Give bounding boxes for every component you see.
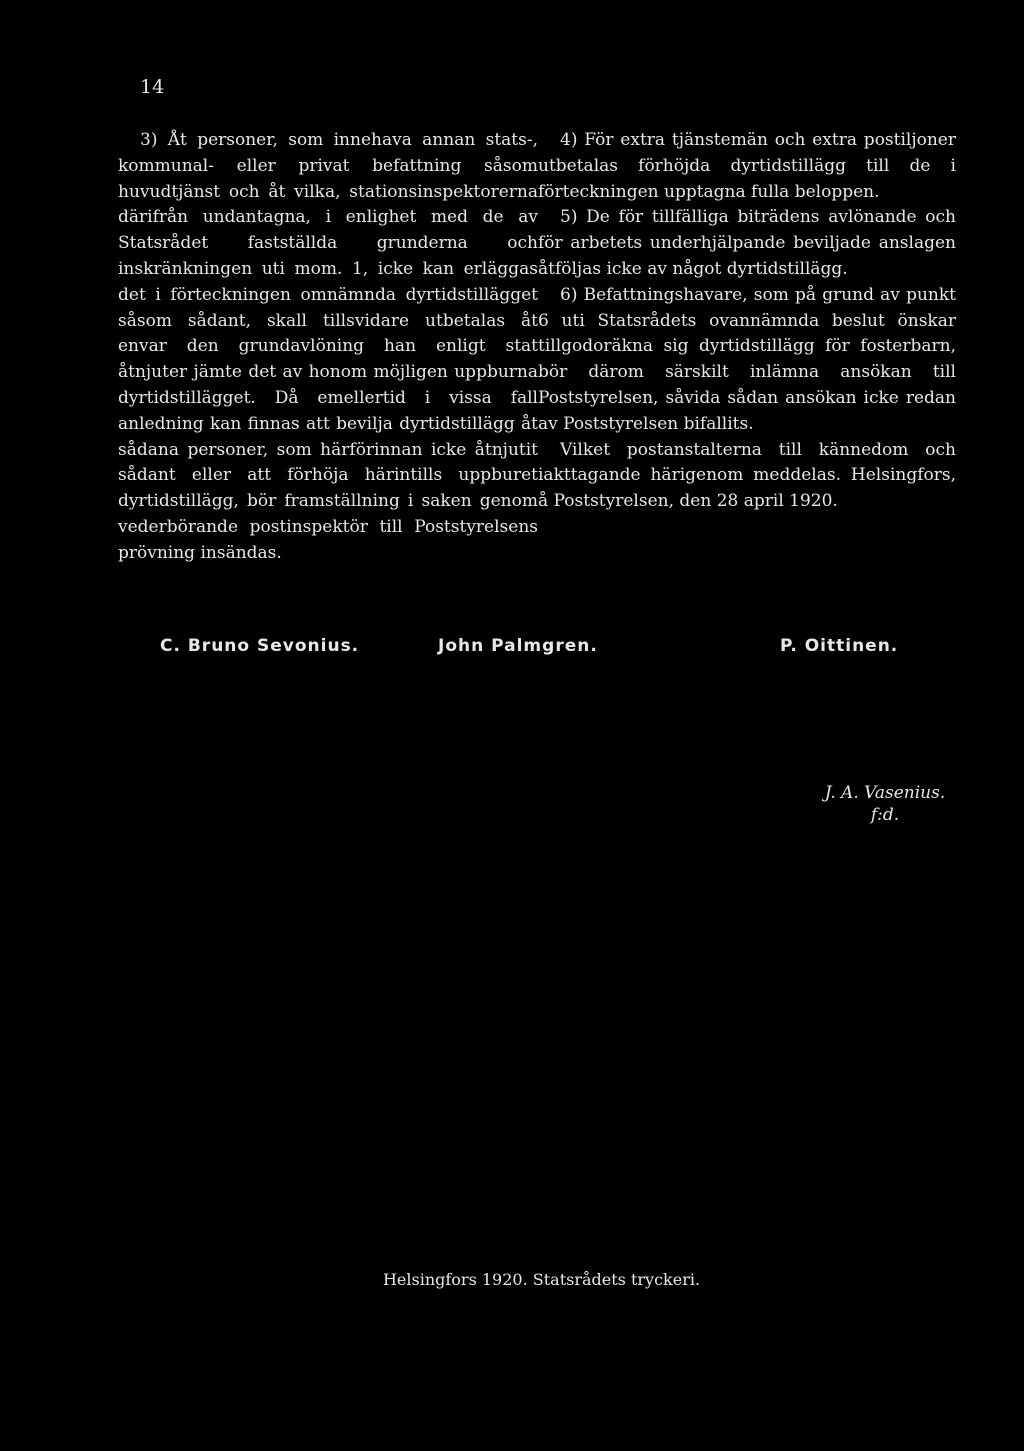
printer-footer: Helsingfors 1920. Statsrådets tryckeri. [382, 1270, 701, 1289]
countersign-name: J. A. Vasenius. [824, 783, 946, 803]
signature-oittinen: P. Oittinen. [780, 636, 899, 656]
page-number: 14 [140, 76, 165, 98]
left-column [118, 128, 538, 567]
right-column [538, 128, 956, 515]
countersignature [810, 782, 960, 826]
paragraph-4: 4) För extra tjänstemän och extra postiljoner utbetalas förhöjda dyrtidstillägg till de i förteckningen upptagna fulla beloppen. [538, 130, 956, 202]
paragraph-3: 3) Åt personer, som innehava annan stats-, kommunal- eller privat befattning såsom huvudtjänst och åt vilka, stationsinspektorerna därifrån undantagna, i enlighet med de av Statsrådet fastställda grunderna och inskränkningen uti mom. 1, icke kan erläggas det i förteckningen omnämnda dyrtidstillägget såsom sådant, skall tillsvidare utbetalas åt envar den grundavlöning han enligt stat åtnjuter jämte det av honom möjligen uppburna dyrtidstillägget. Då emellertid i vissa fall anledning kan finnas att bevilja dyrtidstillägg åt sådana personer, som härförinnan icke åtnjutit sådant eller att förhöja härintills uppburet dyrtidstillägg, bör framställning i saken genom vederbörande postinspektör till Poststyrelsens prövning insändas. [118, 130, 538, 563]
countersign-title: f:d. [870, 805, 900, 825]
paragraph-6: 6) Befattningshavare, som på grund av punkt 6 uti Statsrådets ovannämnda beslut önskar tillgodoräkna sig dyrtidstillägg för fosterbarn, bör därom särskilt inlämna ansökan till Poststyrelsen, såvida sådan ansökan icke redan av Poststyrelsen bifallits. [538, 284, 956, 434]
closing-paragraph: Vilket postanstalterna till kännedom och iakttagande härigenom meddelas. Helsingfors, å Poststyrelsen, den 28 april 1920. [538, 439, 956, 512]
paragraph-5: 5) De för tillfälliga biträdens avlönande och för arbetets underhjälpande beviljade anslagen åtföljas icke av något dyrtidstillägg. [538, 207, 956, 279]
signature-sevonius: C. Bruno Sevonius. [160, 636, 360, 656]
signature-block [0, 636, 1024, 666]
signature-palmgren: John Palmgren. [438, 636, 598, 656]
